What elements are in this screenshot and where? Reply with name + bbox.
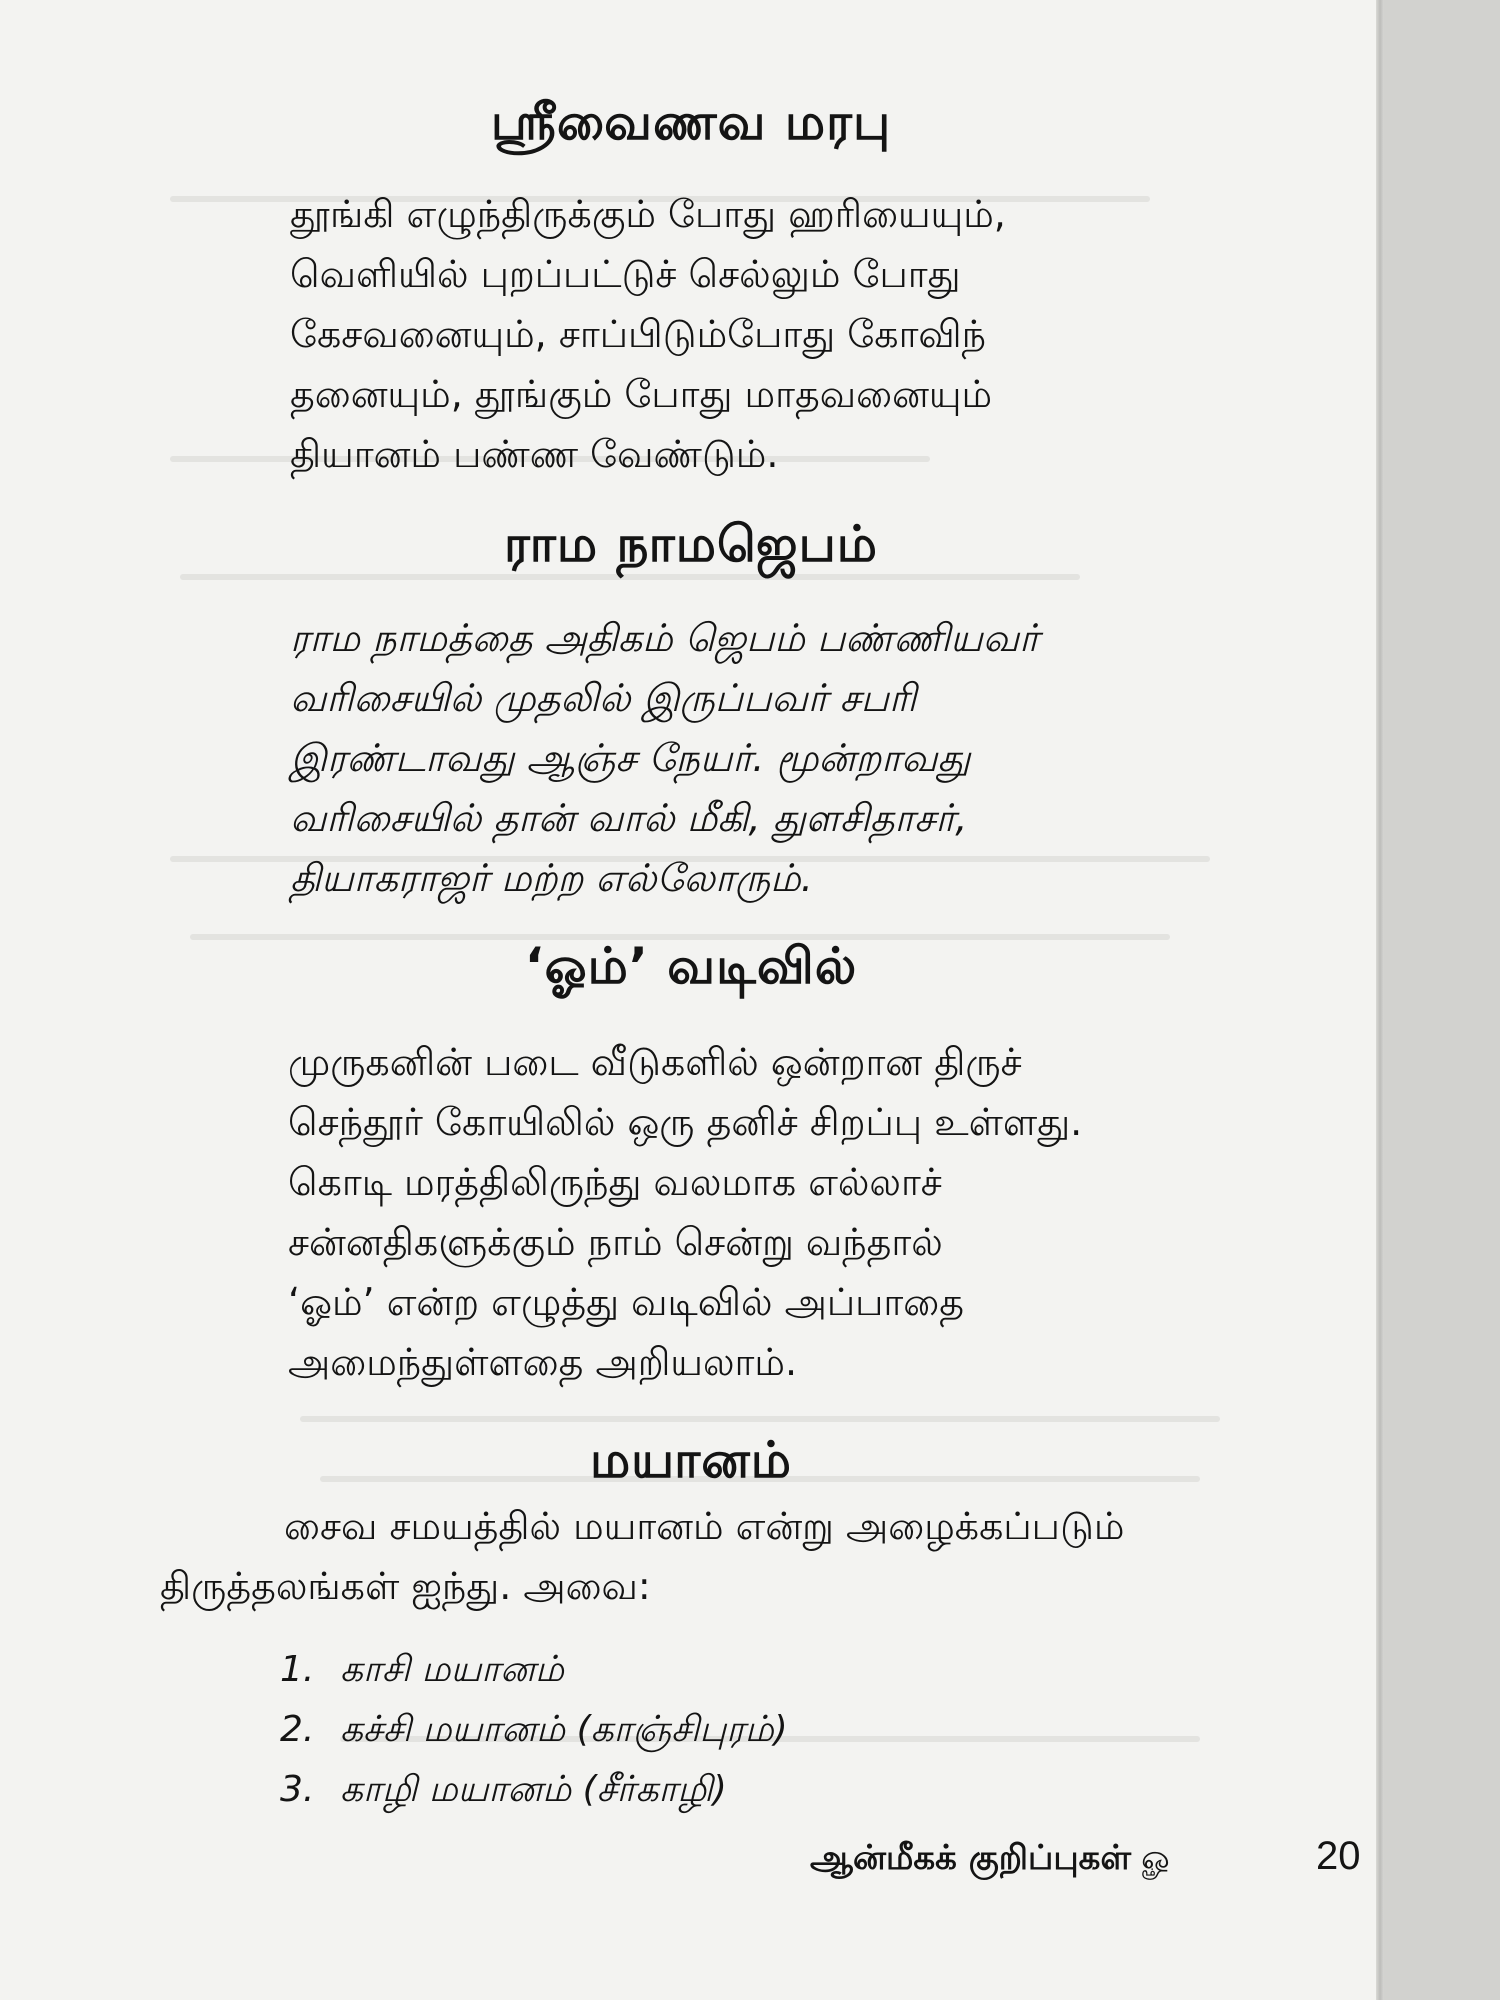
paragraph-line: இரண்டாவது ஆஞ்ச நேயர். மூன்றாவது: [290, 736, 971, 780]
paragraph-line: ராம நாமத்தை அதிகம் ஜெபம் பண்ணியவர்: [290, 616, 1039, 660]
paragraph-line: செந்தூர் கோயிலில் ஒரு தனிச் சிறப்பு உள்ளது.: [288, 1100, 1083, 1144]
mayanam-list: [280, 1640, 788, 1820]
paragraph-line: ‘ஓம்’ என்ற எழுத்து வடிவில் அப்பாதை: [288, 1280, 964, 1324]
paragraph-mayanam: [160, 1496, 1124, 1616]
paragraph-line: வெளியில் புறப்பட்டுச் செல்லும் போது: [290, 252, 961, 296]
list-item: [280, 1760, 788, 1820]
section-heading-mayanam: மயானம்: [590, 1431, 792, 1489]
list-item-text: கச்சி மயானம் (காஞ்சிபுரம்): [340, 1709, 788, 1750]
om-symbol-icon: ௐ: [1141, 1838, 1176, 1878]
paragraph-line: வரிசையில் தான் வால் மீகி, துளசிதாசர்,: [290, 796, 968, 840]
list-item-text: காழி மயானம் (சீர்காழி): [340, 1769, 727, 1810]
paragraph-line: திருத்தலங்கள் ஐந்து. அவை:: [160, 1564, 651, 1608]
paragraph-rama-namajapam: [290, 608, 1039, 908]
page-number: 20: [1316, 1834, 1361, 1878]
bleed-through-mark: [300, 1416, 1220, 1422]
paragraph-line: கேசவனையும், சாப்பிடும்போது கோவிந்: [290, 312, 987, 356]
section-heading-srivaishnava: ஶ்ரீவைணவ மரபு: [490, 93, 892, 151]
list-item: [280, 1700, 788, 1760]
running-footer: [810, 1838, 1175, 1882]
paragraph-line: தியாகராஜர் மற்ற எல்லோரும்.: [290, 856, 813, 900]
paragraph-om-vadivil: [288, 1032, 1082, 1392]
page-margin-background: [1384, 0, 1500, 2000]
list-item-text: காசி மயானம்: [340, 1649, 564, 1690]
page-edge-shadow: [1376, 0, 1384, 2000]
paragraph-line: அமைந்துள்ளதை அறியலாம்.: [288, 1340, 798, 1384]
paragraph-line: முருகனின் படை வீடுகளில் ஒன்றான திருச்: [288, 1040, 1022, 1084]
paragraph-srivaishnava: [290, 184, 1006, 484]
paragraph-line: தனையும், தூங்கும் போது மாதவனையும்: [290, 372, 993, 416]
list-item-number: 2.: [280, 1709, 315, 1750]
bleed-through-mark: [180, 574, 1080, 580]
list-item-number: 3.: [280, 1769, 315, 1810]
section-heading-rama-namajapam: ராம நாமஜெபம்: [503, 515, 879, 573]
list-item-number: 1.: [280, 1649, 315, 1690]
paragraph-line: கொடி மரத்திலிருந்து வலமாக எல்லாச்: [288, 1160, 942, 1204]
paragraph-line: தூங்கி எழுந்திருக்கும் போது ஹரியையும்,: [290, 192, 1006, 236]
paragraph-line: வரிசையில் முதலில் இருப்பவர் சபரி: [290, 676, 917, 720]
paragraph-line: தியானம் பண்ண வேண்டும்.: [290, 432, 779, 476]
book-title: ஆன்மீகக் குறிப்புகள்: [810, 1838, 1132, 1878]
list-item: [280, 1640, 788, 1700]
paragraph-line: சன்னதிகளுக்கும் நாம் சென்று வந்தால்: [288, 1220, 943, 1264]
paragraph-line: சைவ சமயத்தில் மயானம் என்று அழைக்கப்படும்: [284, 1504, 1125, 1548]
section-heading-om-vadivil: ‘ஓம்’ வடிவில்: [524, 937, 858, 995]
